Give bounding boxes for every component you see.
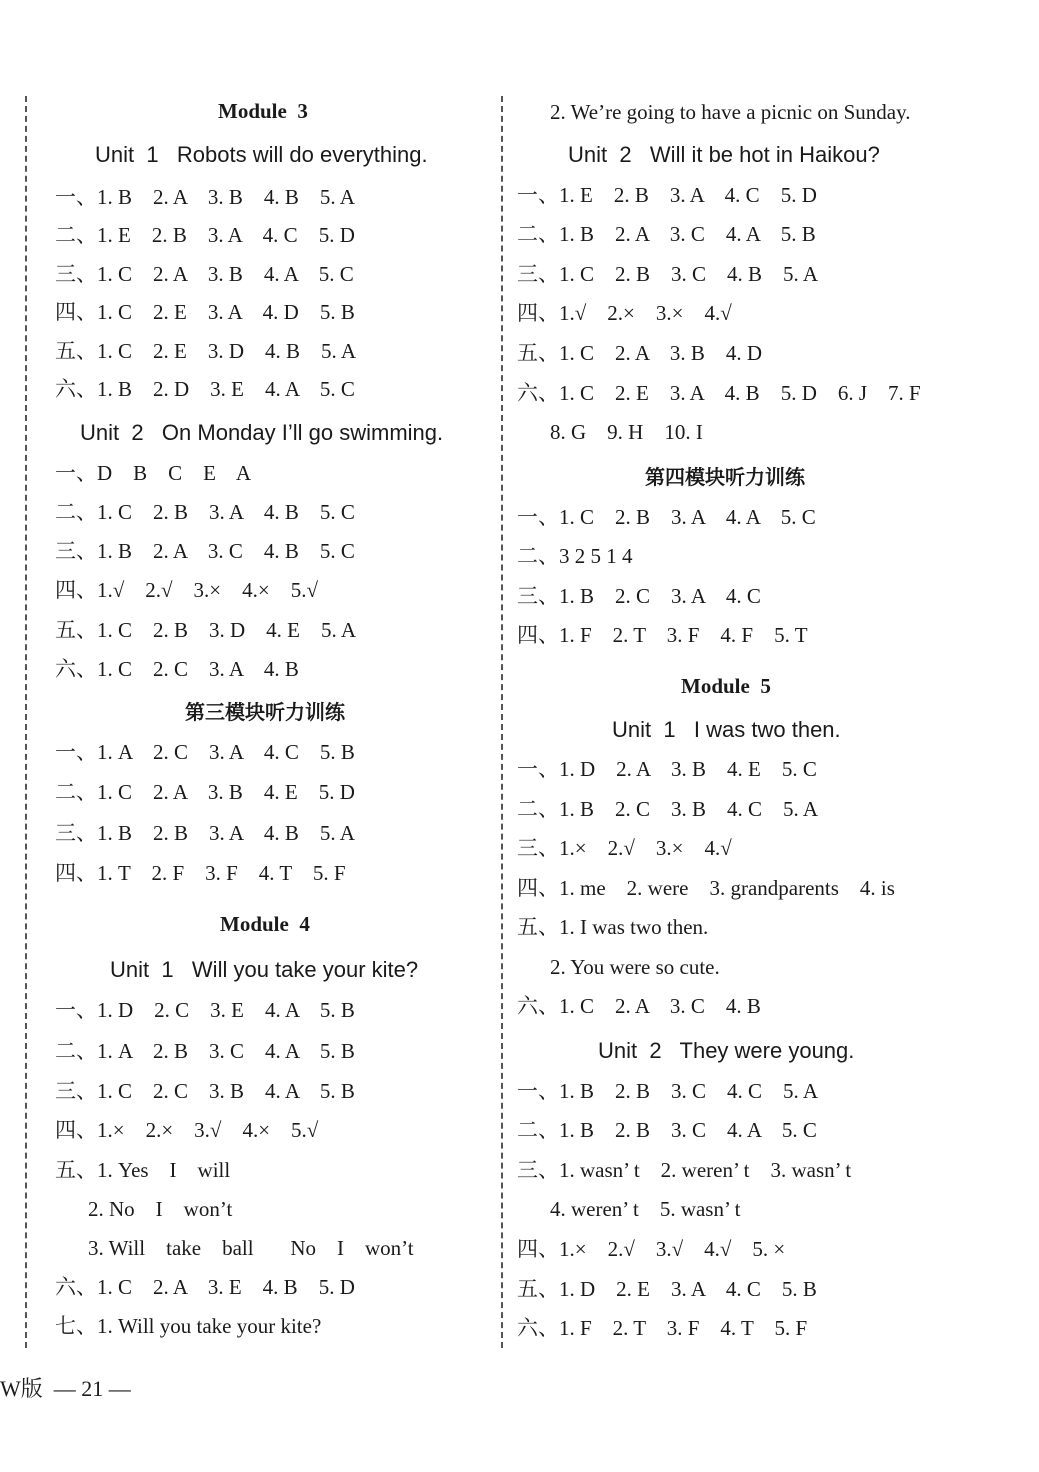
section-heading: 第四模块听力训练 xyxy=(645,465,805,489)
answer-line: 五、1. C 2. A 3. B 4. D xyxy=(517,341,763,365)
answer-line: 五、1. Yes I will xyxy=(55,1158,231,1182)
answer-line: 六、1. C 2. A 3. E 4. B 5. D xyxy=(55,1275,355,1299)
answer-line: 二、1. A 2. B 3. C 4. A 5. B xyxy=(55,1039,355,1063)
unit-heading: Unit 2 They were young. xyxy=(598,1038,855,1063)
unit-heading: Unit 1 Robots will do everything. xyxy=(95,142,428,167)
answer-line: 一、1. C 2. B 3. A 4. A 5. C xyxy=(517,505,816,529)
answer-line: 4. weren’ t 5. wasn’ t xyxy=(550,1197,741,1221)
answer-line: 五、1. I was two then. xyxy=(517,915,709,939)
answer-line: 四、1. F 2. T 3. F 4. F 5. T xyxy=(517,623,808,647)
answer-line: 四、1. T 2. F 3. F 4. T 5. F xyxy=(55,861,346,885)
answer-line: 一、D B C E A xyxy=(55,461,252,485)
module-heading: Module 3 xyxy=(218,99,308,123)
unit-heading: Unit 2 On Monday I’ll go swimming. xyxy=(80,420,444,445)
answer-line: 二、1. C 2. B 3. A 4. B 5. C xyxy=(55,500,355,524)
answer-line: 二、1. B 2. A 3. C 4. A 5. B xyxy=(517,222,816,246)
unit-heading: Unit 2 Will it be hot in Haikou? xyxy=(568,142,880,167)
answer-line: 一、1. D 2. A 3. B 4. E 5. C xyxy=(517,757,817,781)
answer-line: 三、1. wasn’ t 2. weren’ t 3. wasn’ t xyxy=(517,1158,852,1182)
answer-line: 五、1. D 2. E 3. A 4. C 5. B xyxy=(517,1277,817,1301)
answer-line: 三、1. C 2. C 3. B 4. A 5. B xyxy=(55,1079,355,1103)
answer-line: 三、1. C 2. A 3. B 4. A 5. C xyxy=(55,262,354,286)
unit-heading: Unit 1 I was two then. xyxy=(612,717,841,742)
answer-line: 五、1. C 2. E 3. D 4. B 5. A xyxy=(55,339,357,363)
answer-line: 六、1. C 2. A 3. C 4. B xyxy=(517,994,761,1018)
answer-line: 三、1. B 2. A 3. C 4. B 5. C xyxy=(55,539,355,563)
module-heading: Module 5 xyxy=(681,674,771,698)
answer-line: 2. We’re going to have a picnic on Sunday. xyxy=(550,100,911,124)
answer-line: 六、1. C 2. C 3. A 4. B xyxy=(55,657,299,681)
answer-line: 2. You were so cute. xyxy=(550,955,720,979)
answer-line: 七、1. Will you take your kite? xyxy=(55,1314,322,1338)
column-divider-dashed-line xyxy=(501,96,503,1348)
answer-line: 三、1.× 2.√ 3.× 4.√ xyxy=(517,836,732,860)
answer-line: 一、1. A 2. C 3. A 4. C 5. B xyxy=(55,740,355,764)
page-number-footer: W版 — 21 — xyxy=(0,1376,131,1401)
answer-line: 一、1. E 2. B 3. A 4. C 5. D xyxy=(517,183,817,207)
answer-line: 二、1. E 2. B 3. A 4. C 5. D xyxy=(55,223,355,247)
answer-line: 三、1. B 2. B 3. A 4. B 5. A xyxy=(55,821,355,845)
module-heading: Module 4 xyxy=(220,912,310,936)
answer-line: 四、1.√ 2.× 3.× 4.√ xyxy=(517,301,732,325)
section-heading: 第三模块听力训练 xyxy=(185,700,345,724)
answer-line: 六、1. F 2. T 3. F 4. T 5. F xyxy=(517,1316,808,1340)
left-margin-dashed-line xyxy=(25,96,27,1348)
answer-line: 三、1. B 2. C 3. A 4. C xyxy=(517,584,761,608)
answer-line: 8. G 9. H 10. I xyxy=(550,420,703,444)
answer-line: 四、1. me 2. were 3. grandparents 4. is xyxy=(517,876,895,900)
answer-line: 五、1. C 2. B 3. D 4. E 5. A xyxy=(55,618,357,642)
answer-line: 三、1. C 2. B 3. C 4. B 5. A xyxy=(517,262,819,286)
answer-line: 四、1.× 2.√ 3.√ 4.√ 5. × xyxy=(517,1237,786,1261)
answer-line: 六、1. C 2. E 3. A 4. B 5. D 6. J 7. F xyxy=(517,381,921,405)
answer-line: 二、3 2 5 1 4 xyxy=(517,544,633,568)
answer-line: 六、1. B 2. D 3. E 4. A 5. C xyxy=(55,377,355,401)
unit-heading: Unit 1 Will you take your kite? xyxy=(110,957,419,982)
answer-line: 一、1. B 2. B 3. C 4. C 5. A xyxy=(517,1079,819,1103)
answer-line: 一、1. B 2. A 3. B 4. B 5. A xyxy=(55,185,355,209)
answer-line: 二、1. B 2. B 3. C 4. A 5. C xyxy=(517,1118,817,1142)
answer-line: 2. No I won’t xyxy=(88,1197,233,1221)
answer-line: 二、1. C 2. A 3. B 4. E 5. D xyxy=(55,780,355,804)
answer-line: 3. Will take ball No I won’t xyxy=(88,1236,414,1260)
answer-line: 二、1. B 2. C 3. B 4. C 5. A xyxy=(517,797,819,821)
answer-line: 四、1. C 2. E 3. A 4. D 5. B xyxy=(55,300,355,324)
answer-line: 四、1.× 2.× 3.√ 4.× 5.√ xyxy=(55,1118,319,1142)
answer-line: 一、1. D 2. C 3. E 4. A 5. B xyxy=(55,998,355,1022)
answer-line: 四、1.√ 2.√ 3.× 4.× 5.√ xyxy=(55,578,319,602)
